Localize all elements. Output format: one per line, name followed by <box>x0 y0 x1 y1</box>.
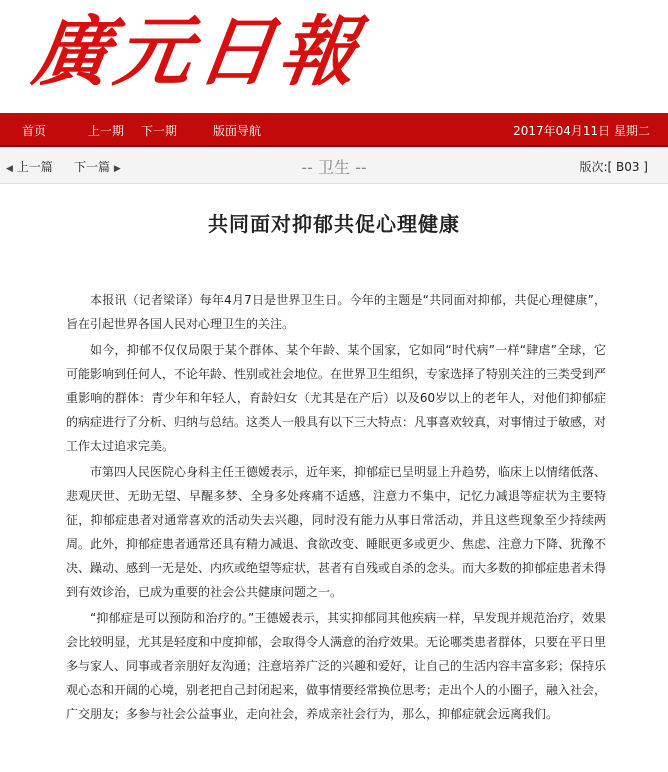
nav-next-issue-link[interactable]: 下一期 <box>141 124 178 138</box>
article-body <box>66 288 606 728</box>
triangle-left-icon: ◀ <box>6 164 13 174</box>
section-name: -- 卫生 -- <box>301 158 367 177</box>
article-paragraph: “抑郁症是可以预防和治疗的。”王德嫒表示，其实抑郁同其他疾病一样，早发现并规范治疗，效果会比较明显，尤其是轻度和中度抑郁，会取得令人满意的治疗效果。无论哪类患者群体，只要在平日里多与家人、同事或者亲朋好友沟通；注意培养广泛的兴趣和爱好，让自己的生活内容丰富多彩；保持乐观心态和开阔的心境，别老把自己封闭起来，做事情要经常换位思考；走出个人的小圈子，融入社会，广交朋友；多参与社会公益事业，走向社会，养成亲社会行为，那么，抑郁症就会远离我们。 <box>66 611 607 721</box>
masthead <box>0 0 668 113</box>
nav-home-link[interactable]: 首页 <box>22 124 47 138</box>
newspaper-logo: 廣元日報 <box>27 7 369 96</box>
article-paragraph: 本报讯（记者梁译）每年4月7日是世界卫生日。今年的主题是“共同面对抑郁，共促心理健康”，旨在引起世界各国人民对心理卫生的关注。 <box>66 293 606 331</box>
edition-number: 版次:[ B03 ] <box>579 160 648 174</box>
triangle-right-icon: ▶ <box>113 164 121 174</box>
next-article-label: 下一篇 <box>74 160 111 174</box>
nav-prev-issue-link[interactable]: 上一期 <box>88 124 125 138</box>
article-title: 共同面对抑郁共促心理健康 <box>208 212 460 236</box>
nav-layout-link[interactable]: 版面导航 <box>213 124 262 138</box>
issue-date: 2017年04月11日 星期二 <box>513 124 650 138</box>
article-paragraph: 市第四人民医院心身科主任王德嫒表示，近年来，抑郁症已呈明显上升趋势，临床上以情绪低落、悲观厌世、无助无望、早醒多梦、全身多处疼痛不适感，注意力不集中，记忆力减退等症状为主要特征，抑郁症患者对通常喜欢的活动失去兴趣，同时没有能力从事日常活动，并且这些现象至少持续两周。此外，抑郁症患者通常还具有精力减退、食欲改变、睡眠更多或更少、焦虑、注意力下降、犹豫不决、躁动、感到一无是处、内疚或绝望等症状，甚者有自残或自杀的念头。而大多数的抑郁症患者未得到有效诊治，已成为重要的社会公共健康问题之一。 <box>66 465 607 599</box>
article-navbar <box>0 147 668 184</box>
article-paragraph: 如今，抑郁不仅仅局限于某个群体、某个年龄、某个国家，它如同“时代病”一样“肆虐”全球，它可能影响到任何人，不论年龄、性别或社会地位。在世界卫生组织，专家选择了特别关注的三类受到严重影响的群体：青少年和年轻人，育龄妇女（尤其是在产后）以及60岁以上的老年人，对他们抑郁症的病症进行了分析、归纳与总结。这类人一般具有以下三大特点：凡事喜欢较真，对事情过于敏感，对工作太过追求完美。 <box>66 343 607 453</box>
top-navbar <box>0 113 668 147</box>
prev-article-label: 上一篇 <box>16 160 53 174</box>
